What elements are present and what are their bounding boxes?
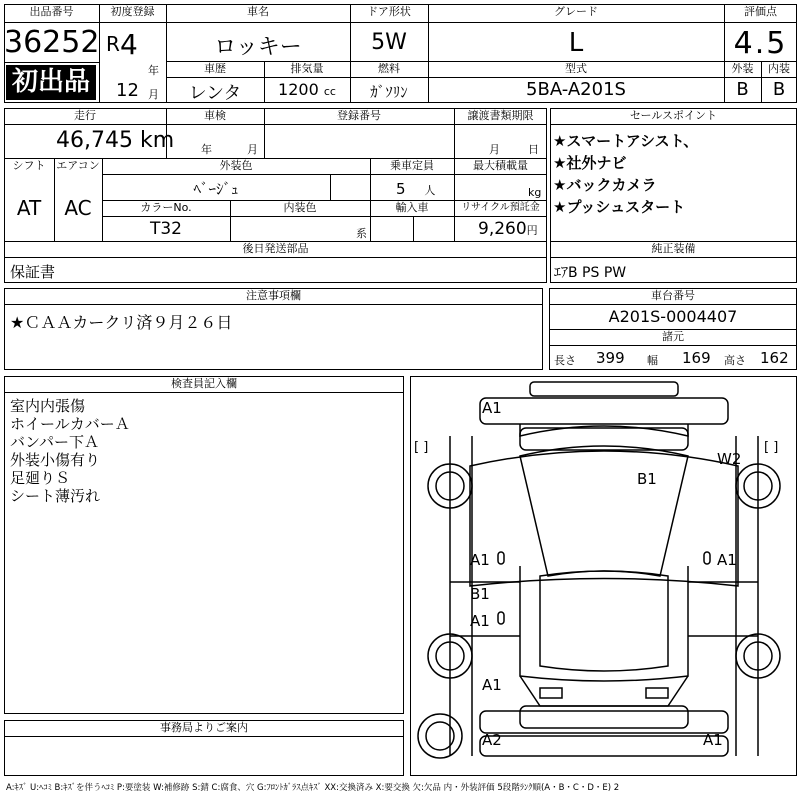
- transfer-month-unit: 月: [489, 143, 500, 156]
- first-reg-header: 初度登録: [110, 5, 155, 18]
- inspection-year-unit: 年: [201, 143, 212, 156]
- bracket-right: [ ]: [764, 440, 779, 455]
- sales-point-2: ★社外ナビ: [553, 154, 627, 172]
- transfer-header: 譲渡書類期限: [467, 109, 534, 122]
- displacement: [264, 80, 350, 99]
- first-listing-badge: 初出品: [6, 65, 96, 100]
- import-header: 輸入車: [395, 201, 429, 214]
- car-name: ロッキー: [214, 35, 302, 60]
- car-name-header: 車名: [247, 5, 269, 18]
- lot-number: 36252: [4, 25, 100, 60]
- mileage-header: 走行: [74, 109, 96, 122]
- history: レンタ: [188, 83, 242, 104]
- registration-header: 登録番号: [337, 109, 381, 122]
- mark-right-front-door: A1: [717, 551, 737, 569]
- first-reg-month-unit: 月: [148, 88, 159, 101]
- color-no: T32: [149, 219, 183, 239]
- rating-header: 評価点: [744, 5, 777, 18]
- sales-points-header: セールスポイント: [629, 109, 717, 122]
- first-reg-year: 4: [120, 28, 138, 61]
- ext-color: ﾍﾞｰｼﾞｭ: [193, 180, 239, 198]
- int-color-header: 内装色: [283, 201, 317, 214]
- later-parts-header: 後日発送部品: [242, 242, 309, 255]
- inspector-line-5: 足廻りＳ: [10, 469, 71, 487]
- model-code: 5BA-A201S: [526, 79, 626, 100]
- sales-point-4: ★プッシュスタート: [553, 198, 686, 216]
- inspector-line-4: 外装小傷有り: [10, 451, 101, 469]
- history-header: 車歴: [204, 62, 226, 75]
- width-label: 幅: [647, 354, 658, 367]
- ext-color-header: 外装色: [219, 159, 253, 172]
- max-load-unit: kg: [528, 186, 542, 199]
- height: 162: [760, 349, 789, 367]
- notes: ★ＣＡＡカークリ済９月２６日: [10, 313, 233, 332]
- aircon-header: エアコン: [56, 159, 100, 172]
- chassis-number: A201S-0004407: [608, 307, 738, 326]
- mark-rear-right: A1: [703, 731, 723, 749]
- mark-front-right-fender: W2: [717, 450, 742, 468]
- mark-left-rear-door-2: A1: [470, 612, 490, 630]
- first-reg-era: R: [106, 32, 120, 56]
- door-header: ドア形状: [367, 5, 411, 18]
- mileage-value: 46,745: [56, 128, 133, 153]
- capacity-unit: 人: [424, 184, 436, 197]
- aircon: AC: [64, 196, 92, 220]
- rating-score: 4.5: [733, 26, 788, 61]
- fuel-header: 燃料: [378, 62, 400, 75]
- height-label: 高さ: [724, 354, 746, 367]
- max-load-header: 最大積載量: [473, 159, 528, 172]
- bracket-left: [ ]: [414, 440, 429, 455]
- transfer-day-unit: 日: [528, 143, 539, 156]
- genuine-equipment: ｴｱB PS PW: [554, 265, 627, 281]
- model-header: 型式: [565, 62, 587, 75]
- capacity-value: 5: [396, 180, 406, 198]
- mark-left-rear-door-1: B1: [470, 585, 490, 603]
- interior-rating-header: 内装: [768, 62, 790, 75]
- recycle: [478, 219, 538, 239]
- int-color-unit: 系: [356, 227, 367, 240]
- genuine-header: 純正装備: [651, 242, 696, 255]
- width: 169: [682, 349, 711, 367]
- recycle-unit: 円: [526, 224, 538, 237]
- inspection-header: 車検: [204, 109, 226, 122]
- displacement-value: 1200: [278, 80, 319, 99]
- grade-header: グレード: [554, 5, 598, 18]
- fuel: ｶﾞｿﾘﾝ: [370, 83, 408, 101]
- shift-header: シフト: [12, 159, 46, 172]
- car-damage-diagram: [410, 376, 797, 776]
- color-no-header: カラーNo.: [140, 201, 192, 214]
- chassis-header: 車台番号: [651, 289, 695, 302]
- displacement-header: 排気量: [290, 62, 324, 75]
- first-reg-year-unit: 年: [148, 64, 159, 77]
- mileage-unit: km: [139, 128, 175, 153]
- capacity-header: 乗車定員: [390, 159, 434, 172]
- inspector-line-3: バンパー下Ａ: [10, 433, 99, 451]
- mileage: [56, 128, 174, 153]
- office-header: 事務局よりご案内: [160, 721, 248, 734]
- capacity: [396, 180, 435, 198]
- later-parts: 保証書: [10, 263, 56, 281]
- exterior-rating-header: 外装: [731, 62, 754, 75]
- mark-hood: B1: [637, 470, 657, 488]
- mark-left-rear-fender: A1: [482, 676, 502, 694]
- specs-header: 諸元: [662, 330, 684, 343]
- sales-point-1: ★スマートアシスト、: [553, 132, 699, 150]
- inspection-month-unit: 月: [247, 143, 258, 156]
- lot-number-header: 出品番号: [29, 5, 74, 18]
- first-reg-month: 12: [116, 80, 139, 101]
- mark-left-front-door: A1: [470, 551, 490, 569]
- length-label: 長さ: [554, 354, 576, 367]
- shift: AT: [16, 196, 42, 220]
- legend: A:ｷｽﾞ U:ﾍｺﾐ B:ｷｽﾞを伴うﾍｺﾐ P:要塗装 W:補修跡 S:錆 C:腐食、穴 G:ﾌﾛﾝﾄｶﾞﾗｽ点ｷｽﾞ XX:交換済み X:要交換 欠:欠品 内・外装評価 5段階ﾗﾝｸ順(A・B・C・D・E) 2: [6, 783, 620, 793]
- length: 399: [596, 349, 625, 367]
- sales-point-3: ★バックカメラ: [553, 176, 657, 194]
- mark-rear-left: A2: [482, 731, 502, 749]
- displacement-unit: cc: [323, 85, 336, 98]
- grade: L: [568, 28, 584, 58]
- inspector-header: 検査員記入欄: [171, 377, 237, 390]
- notes-header: 注意事項欄: [246, 289, 301, 302]
- door-type: 5W: [371, 30, 407, 55]
- inspector-line-1: 室内内張傷: [10, 397, 86, 415]
- exterior-rating: B: [736, 79, 749, 100]
- recycle-header: リサイクル預託金: [461, 202, 540, 213]
- recycle-value: 9,260: [478, 219, 527, 239]
- inspector-line-6: シート薄汚れ: [10, 487, 101, 505]
- mark-front-left: A1: [482, 399, 502, 417]
- interior-rating: B: [772, 79, 786, 100]
- inspector-line-2: ホイールカバーＡ: [10, 415, 130, 433]
